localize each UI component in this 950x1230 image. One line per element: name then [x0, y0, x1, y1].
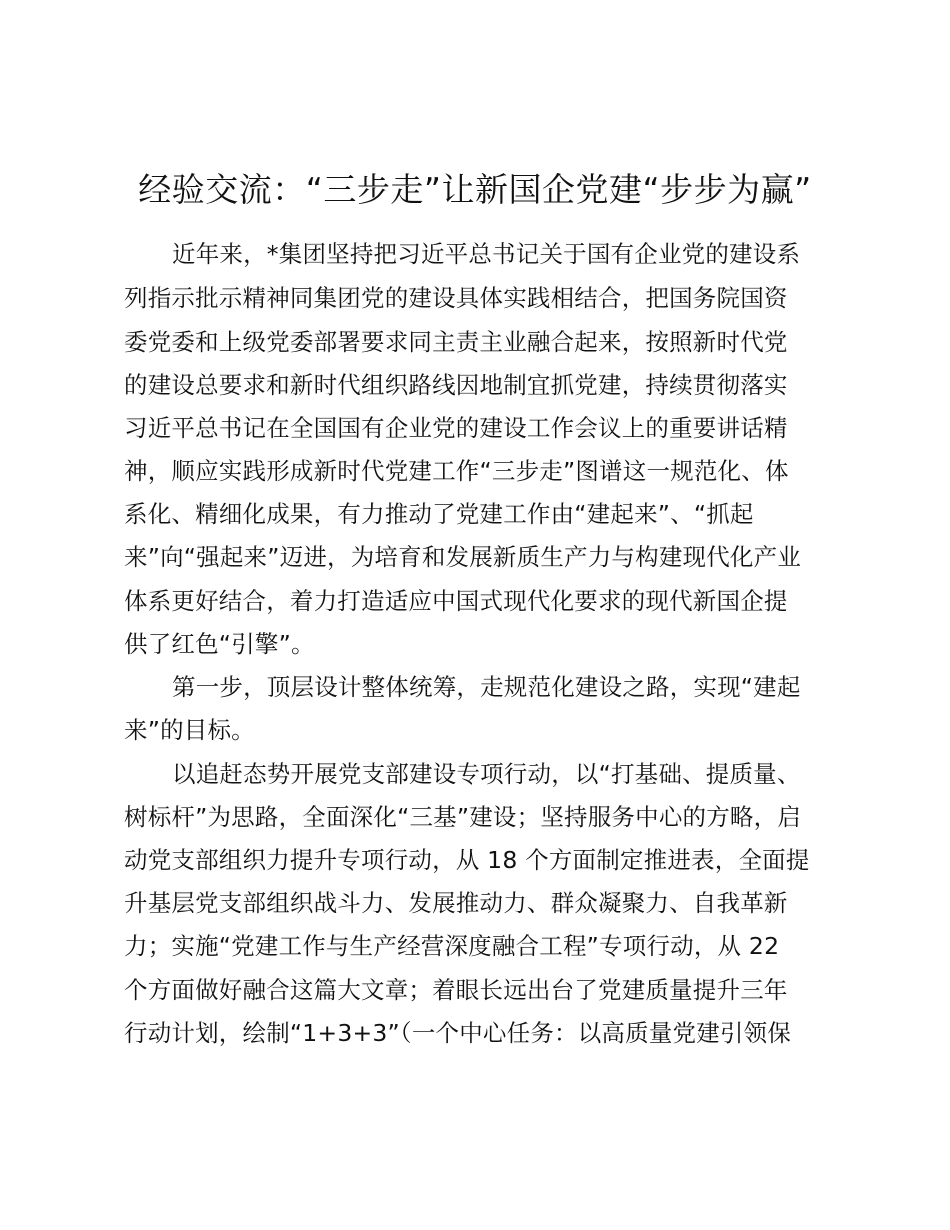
paragraph-line: 供了红色“引擎”。 — [124, 630, 315, 658]
paragraph-line: 列指示批示精神同集团党的建设具体实践相结合，把国务院国资 — [124, 284, 788, 312]
paragraph-line: 体系更好结合，着力打造适应中国式现代化要求的现代新国企提 — [124, 587, 788, 615]
paragraph-line: 来”的目标。 — [124, 716, 255, 744]
paragraph-line: 行动计划，绘制“1+3+3”（一个中心任务：以高质量党建引领保 — [124, 1019, 792, 1047]
paragraph-line: 第一步，顶层设计整体统筹，走规范化建设之路，实现“建起 — [172, 673, 801, 701]
paragraph-line: 神，顺应实践形成新时代党建工作“三步走”图谱这一规范化、体 — [124, 457, 789, 485]
paragraph-line: 系化、精细化成果，有力推动了党建工作由“建起来”、“抓起 — [124, 500, 754, 528]
paragraph-line: 近年来，*集团坚持把习近平总书记关于国有企业党的建设系 — [172, 240, 801, 268]
paragraph-line: 习近平总书记在全国国有企业党的建设工作会议上的重要讲话精 — [124, 414, 788, 442]
paragraph-line: 来”向“强起来”迈进，为培育和发展新质生产力与构建现代化产业 — [124, 543, 802, 571]
paragraph-line: 动党支部组织力提升专项行动，从 18 个方面制定推进表，全面提 — [124, 846, 810, 874]
document-title: 经验交流：“三步走”让新国企党建“步步为赢” — [138, 170, 812, 209]
paragraph-line: 以追赶态势开展党支部建设专项行动，以“打基础、提质量、 — [172, 760, 801, 788]
paragraph-line: 个方面做好融合这篇大文章；着眼长远出台了党建质量提升三年 — [124, 976, 788, 1004]
paragraph-line: 力；实施“党建工作与生产经营深度融合工程”专项行动，从 22 — [124, 932, 780, 960]
paragraph-line: 的建设总要求和新时代组织路线因地制宜抓党建，持续贯彻落实 — [124, 371, 788, 399]
paragraph-line: 升基层党支部组织战斗力、发展推动力、群众凝聚力、自我革新 — [124, 889, 788, 917]
paragraph-line: 树标杆”为思路，全面深化“三基”建设；坚持服务中心的方略，启 — [124, 803, 802, 831]
paragraph-line: 委党委和上级党委部署要求同主责主业融合起来，按照新时代党 — [124, 328, 788, 356]
